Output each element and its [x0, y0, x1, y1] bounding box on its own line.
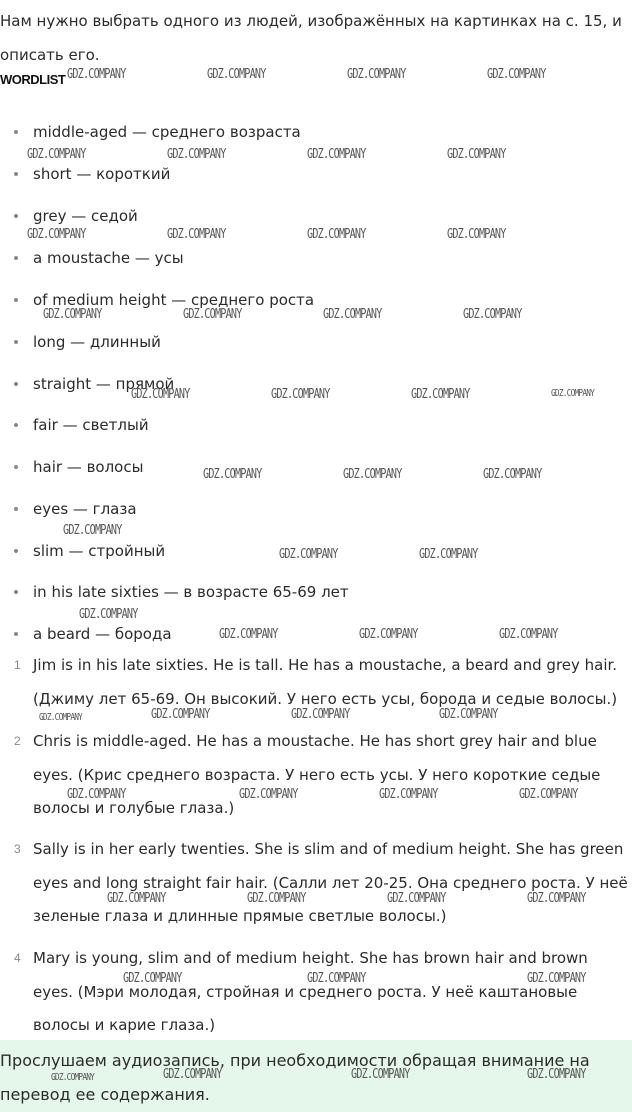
wordlist-item: eyes — глаза: [33, 498, 137, 520]
example-2: [14, 725, 631, 826]
watermark: GDZ.COMPANY: [347, 67, 406, 82]
watermark: GDZ.COMPANY: [463, 307, 522, 322]
watermark: GDZ.COMPANY: [307, 227, 366, 242]
watermark: GDZ.COMPANY: [183, 307, 242, 322]
watermark: GDZ.COMPANY: [279, 547, 338, 562]
bullet-icon: [14, 632, 18, 636]
watermark: GDZ.COMPANY: [387, 891, 446, 906]
watermark: GDZ.COMPANY: [207, 67, 266, 82]
watermark: GDZ.COMPANY: [379, 787, 438, 802]
watermark: GDZ.COMPANY: [439, 707, 498, 722]
example-3: [14, 833, 631, 934]
watermark: GDZ.COMPANY: [67, 67, 126, 82]
wordlist-item: a beard — борода: [33, 623, 172, 645]
watermark: GDZ.COMPANY: [291, 707, 350, 722]
wordlist-item: straight — прямой: [33, 373, 174, 395]
example-text: Sally is in her early twenties. She is slim and of medium height. She has green eyes and long straight fair hair. (Салли лет 20-25. Она среднего роста. У неё зеленые глаза и длинные прямые светлые волосы.): [33, 840, 628, 925]
watermark: GDZ.COMPANY: [351, 1067, 410, 1082]
wordlist-item: slim — стройный: [33, 540, 165, 562]
wordlist-title: WORDLIST: [0, 72, 66, 87]
watermark: GDZ.COMPANY: [219, 627, 278, 642]
example-number: 2: [14, 734, 21, 748]
watermark: GDZ.COMPANY: [527, 1067, 586, 1082]
watermark: GDZ.COMPANY: [307, 147, 366, 162]
bullet-icon: [14, 465, 18, 469]
note-text: Прослушаем аудиозапись, при необходимости обращая внимание на перевод ее содержания.: [0, 1051, 590, 1104]
watermark: GDZ.COMPANY: [499, 627, 558, 642]
watermark: GDZ.COMPANY: [39, 712, 83, 723]
example-text: Jim is in his late sixties. He is tall. He has a moustache, a beard and grey hair. (Джиму лет 65-69. Он высокий. У него есть усы, борода и седые волосы.): [33, 656, 618, 708]
watermark: GDZ.COMPANY: [483, 467, 542, 482]
bullet-icon: [14, 590, 18, 594]
watermark: GDZ.COMPANY: [27, 147, 86, 162]
watermark: GDZ.COMPANY: [447, 147, 506, 162]
wordlist-item: short — короткий: [33, 163, 170, 185]
watermark: GDZ.COMPANY: [527, 971, 586, 986]
wordlist-item: of medium height — среднего роста: [33, 289, 314, 311]
bullet-icon: [14, 172, 18, 176]
example-number: 4: [14, 951, 21, 965]
watermark: GDZ.COMPANY: [411, 387, 470, 402]
wordlist-item: hair — волосы: [33, 456, 143, 478]
watermark: GDZ.COMPANY: [123, 971, 182, 986]
wordlist-item: long — длинный: [33, 331, 161, 353]
bullet-icon: [14, 214, 18, 218]
example-number: 1: [14, 658, 21, 672]
watermark: GDZ.COMPANY: [551, 388, 595, 399]
watermark: GDZ.COMPANY: [487, 67, 546, 82]
example-1: [14, 649, 631, 716]
watermark: GDZ.COMPANY: [67, 787, 126, 802]
watermark: GDZ.COMPANY: [527, 891, 586, 906]
example-text: Chris is middle-aged. He has a moustache. He has short grey hair and blue eyes. (Крис среднего возраста. У него есть усы. У него короткие седые волосы и голубые глаза.): [33, 732, 601, 817]
bullet-icon: [14, 549, 18, 553]
intro-text: Нам нужно выбрать одного из людей, изображённых на картинках на с. 15, и описать его.: [0, 12, 622, 64]
watermark: GDZ.COMPANY: [519, 787, 578, 802]
watermark: GDZ.COMPANY: [27, 227, 86, 242]
bullet-icon: [14, 130, 18, 134]
watermark: GDZ.COMPANY: [163, 1067, 222, 1082]
bullet-icon: [14, 298, 18, 302]
watermark: GDZ.COMPANY: [107, 891, 166, 906]
example-number: 3: [14, 842, 21, 856]
bullet-icon: [14, 507, 18, 511]
watermark: GDZ.COMPANY: [447, 227, 506, 242]
watermark: GDZ.COMPANY: [79, 607, 138, 622]
watermark: GDZ.COMPANY: [131, 387, 190, 402]
bullet-icon: [14, 423, 18, 427]
watermark: GDZ.COMPANY: [203, 467, 262, 482]
watermark: GDZ.COMPANY: [419, 547, 478, 562]
wordlist-item: a moustache — усы: [33, 247, 184, 269]
watermark: GDZ.COMPANY: [271, 387, 330, 402]
watermark: GDZ.COMPANY: [43, 307, 102, 322]
watermark: GDZ.COMPANY: [51, 1072, 95, 1083]
watermark: GDZ.COMPANY: [307, 971, 366, 986]
bullet-icon: [14, 256, 18, 260]
watermark: GDZ.COMPANY: [239, 787, 298, 802]
watermark: GDZ.COMPANY: [63, 523, 122, 538]
example-text: Mary is young, slim and of medium height. She has brown hair and brown eyes. (Мэри молодая, стройная и среднего роста. У неё каштановые волосы и карие глаза.): [33, 949, 588, 1034]
watermark: GDZ.COMPANY: [167, 227, 226, 242]
watermark: GDZ.COMPANY: [167, 147, 226, 162]
watermark: GDZ.COMPANY: [247, 891, 306, 906]
example-4: [14, 942, 631, 1043]
wordlist-item: middle-aged — среднего возраста: [33, 121, 301, 143]
wordlist-item: in his late sixties — в возрасте 65-69 лет: [33, 581, 349, 603]
watermark: GDZ.COMPANY: [323, 307, 382, 322]
watermark: GDZ.COMPANY: [343, 467, 402, 482]
wordlist-item: grey — седой: [33, 205, 138, 227]
watermark: GDZ.COMPANY: [151, 707, 210, 722]
bullet-icon: [14, 382, 18, 386]
wordlist-item: fair — светлый: [33, 414, 149, 436]
bullet-icon: [14, 340, 18, 344]
watermark: GDZ.COMPANY: [359, 627, 418, 642]
